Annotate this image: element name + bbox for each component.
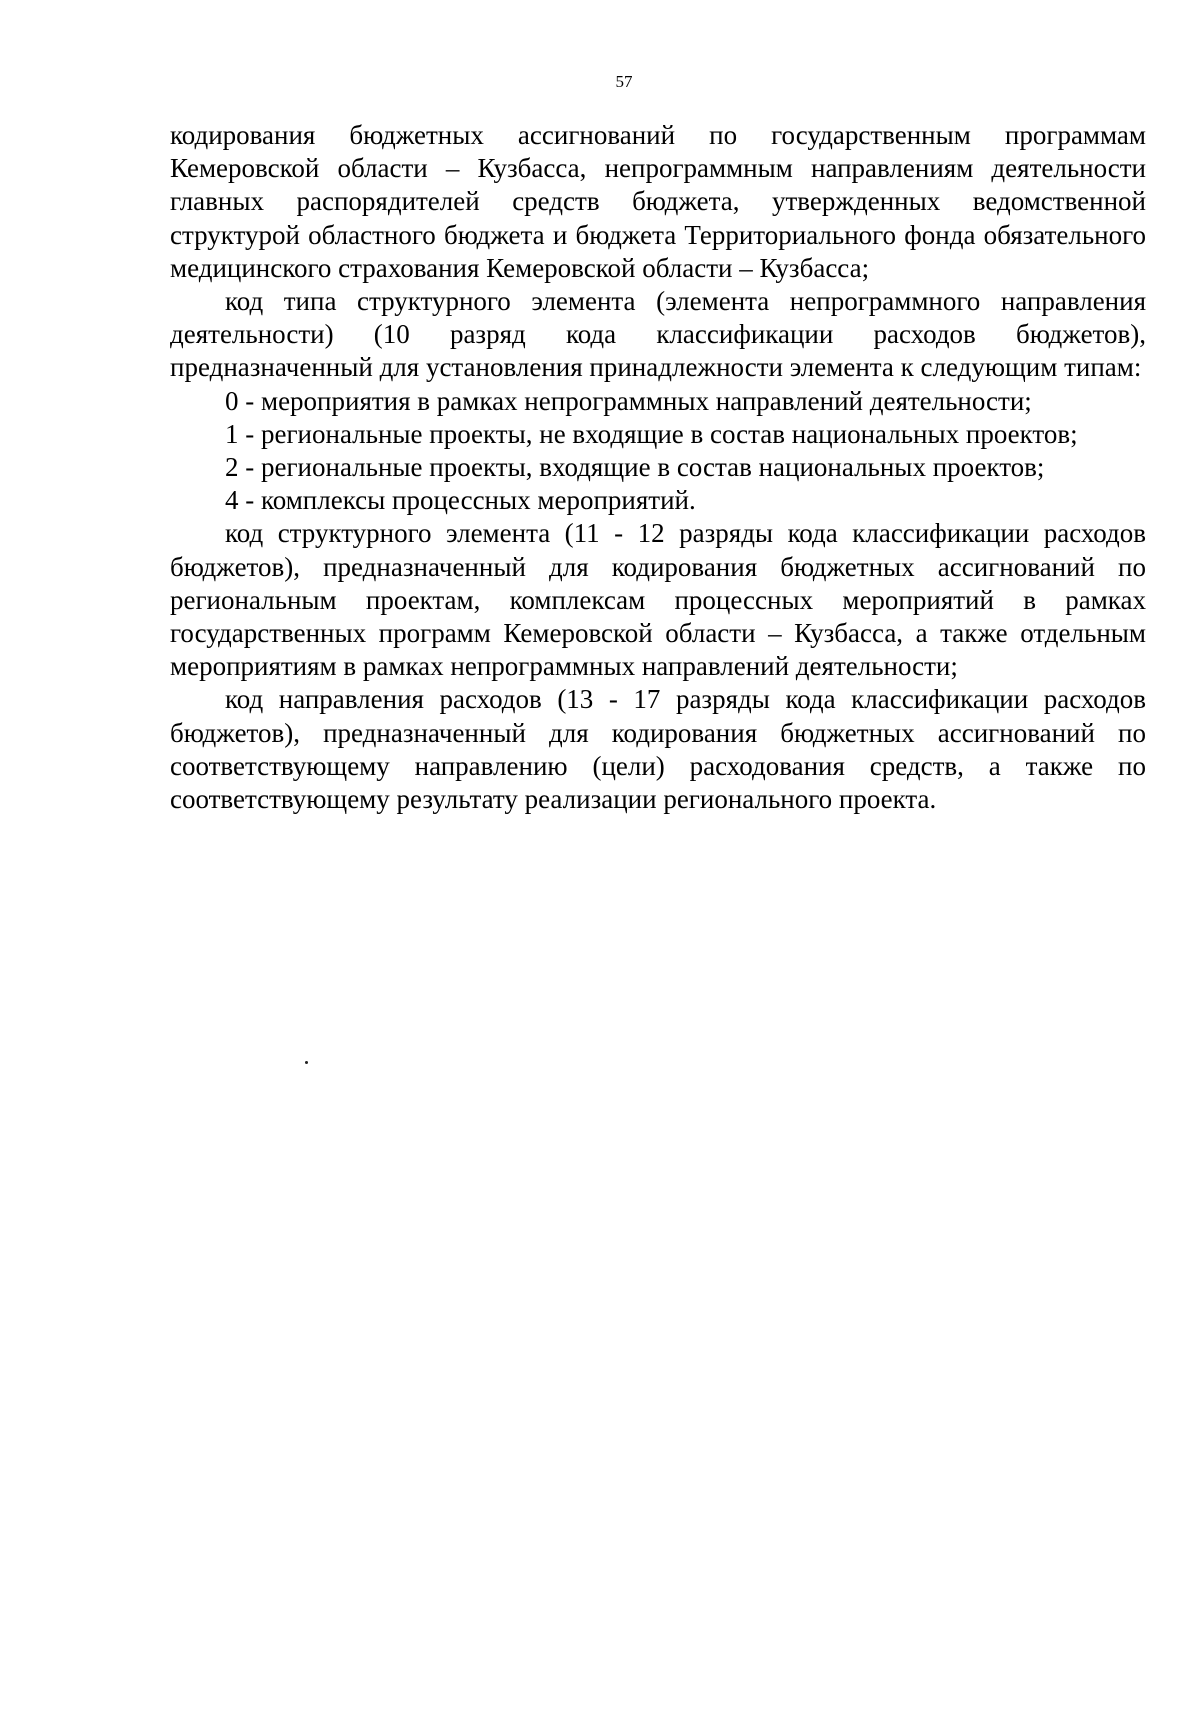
paragraph-structural-element-type-code: код типа структурного элемента (элемента непрограммного направления деятельности) (10 разряд кода классификации расходов бюджетов), предназначенный для установления принадлежности элемента к следующим типам:	[170, 286, 1146, 383]
list-item-type-2: 2 - региональные проекты, входящие в состав национальных проектов;	[225, 452, 1045, 483]
paragraph-structural-element-code: код структурного элемента (11 - 12 разряды кода классификации расходов бюджетов), предназначенный для кодирования бюджетных ассигнований по региональным проектам, комплексам процессных мероприятий в рамках государственных программ Кемеровской области – Кузбасса, а также отдельным мероприятиям в рамках непрограммных направлений деятельности;	[170, 518, 1146, 682]
page-number: 57	[615, 72, 633, 91]
list-item-type-0: 0 - мероприятия в рамках непрограммных направлений деятельности;	[225, 385, 1032, 416]
list-item-type-1: 1 - региональные проекты, не входящие в состав национальных проектов;	[225, 418, 1078, 449]
list-item-type-4: 4 - комплексы процессных мероприятий.	[225, 485, 696, 516]
document-body	[170, 119, 1146, 816]
paragraph-expense-direction-code: код направления расходов (13 - 17 разряды кода классификации расходов бюджетов), предназначенный для кодирования бюджетных ассигнований по соответствующему направлению (цели) расходования средств, а также по соответствующему результату реализации регионального проекта.	[170, 684, 1146, 815]
paragraph-continuation: кодирования бюджетных ассигнований по государственным программам Кемеровской области – Кузбасса, непрограммным направлениям деятельности главных распорядителей средств бюджета, утвержденных ведомственной структурой областного бюджета и бюджета Территориального фонда обязательного медицинского страхования Кемеровской области – Кузбасса;	[170, 120, 1146, 283]
scan-speck	[305, 1061, 308, 1064]
